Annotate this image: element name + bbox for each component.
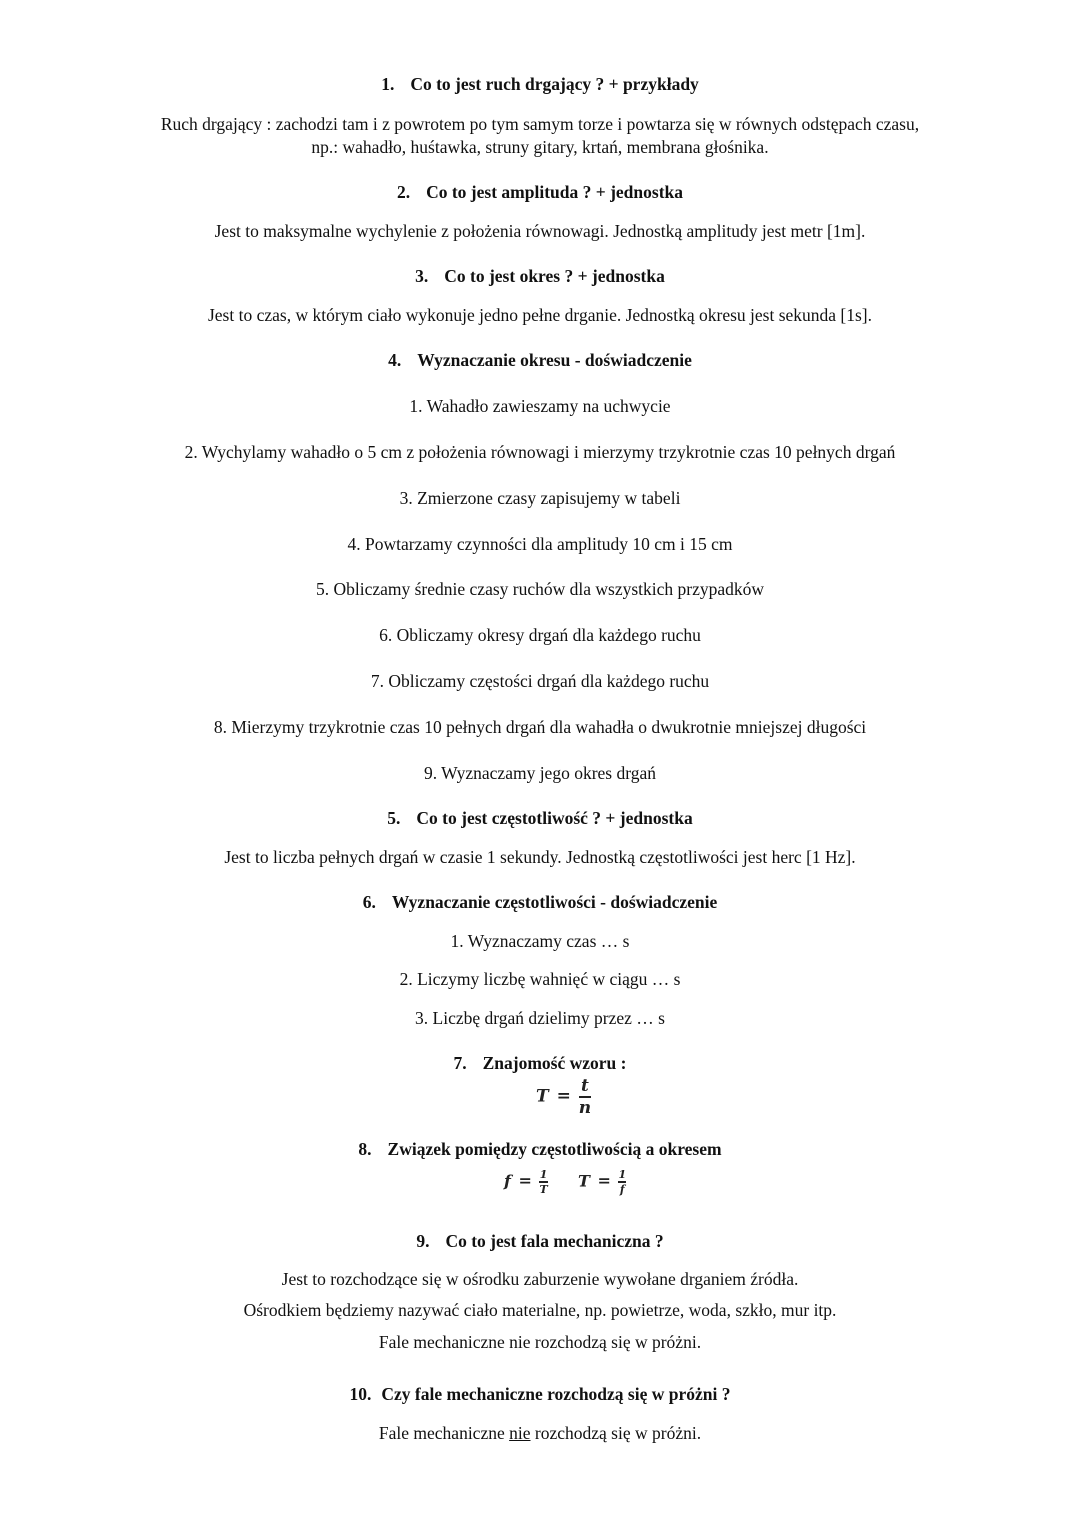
heading-number: 7. <box>453 1053 467 1073</box>
formula-frequency <box>504 1168 548 1196</box>
fraction-numerator: 1 <box>539 1168 548 1181</box>
formula-lhs: T <box>536 1086 549 1107</box>
heading-title: Co to jest fala mechaniczna ? <box>445 1231 664 1251</box>
heading-title: Wyznaczanie okresu - doświadczenie <box>417 350 692 370</box>
list-item: 8. Mierzymy trzykrotnie czas 10 pełnych drgań dla wahadła o dwukrotnie mniejszej długości <box>213 717 867 737</box>
heading-1 <box>0 73 1080 95</box>
formula-lhs: T <box>578 1171 590 1191</box>
heading-5 <box>0 807 1080 829</box>
paragraph: Ośrodkiem będziemy nazywać ciało materialne, np. powietrze, woda, szkło, mur itp. <box>243 1300 837 1320</box>
heading-title: Wyznaczanie częstotliwości - doświadczenie <box>391 892 718 912</box>
fraction <box>618 1168 626 1196</box>
fraction <box>579 1076 591 1118</box>
heading-8 <box>0 1138 1080 1160</box>
formula-eq: = <box>518 1171 532 1191</box>
list-item: 1. Wahadło zawieszamy na uchwycie <box>409 396 671 416</box>
fraction-denominator: n <box>578 1097 592 1118</box>
fraction <box>539 1168 547 1196</box>
underlined-word: nie <box>509 1423 531 1443</box>
heading-number: 9. <box>416 1231 430 1251</box>
heading-title: Co to jest ruch drgający ? + przykłady <box>410 74 699 94</box>
paragraph: Jest to czas, w którym ciało wykonuje jedno pełne drganie. Jednostką okresu jest sekunda [1s]. <box>207 305 873 325</box>
heading-title: Znajomość wzoru : <box>482 1053 627 1073</box>
list-item: 1. Wyznaczamy czas … s <box>450 931 630 951</box>
formula-lhs: f <box>504 1171 511 1191</box>
heading-title: Co to jest częstotliwość ? + jednostka <box>416 808 693 828</box>
heading-number: 1. <box>381 74 395 94</box>
heading-number: 10. <box>349 1384 372 1404</box>
heading-title: Związek pomiędzy częstotliwością a okresem <box>387 1139 722 1159</box>
heading-number: 6. <box>362 892 376 912</box>
paragraph: Ruch drgający : zachodzi tam i z powrotem po tym samym torze i powtarza się w równych odstępach czasu, <box>160 114 920 134</box>
heading-title: Czy fale mechaniczne rozchodzą się w próżni ? <box>381 1384 731 1404</box>
fraction-denominator: f <box>619 1182 625 1196</box>
list-item: 7. Obliczamy częstości drgań dla każdego ruchu <box>370 671 710 691</box>
heading-10 <box>0 1383 1080 1405</box>
list-item: 9. Wyznaczamy jego okres drgań <box>423 763 657 783</box>
answer-paragraph <box>0 1422 1080 1444</box>
paragraph: Fale mechaniczne nie rozchodzą się w próżni. <box>378 1332 702 1352</box>
answer-text: Fale mechaniczne <box>378 1423 510 1443</box>
paragraph: np.: wahadło, huśtawka, struny gitary, krtań, membrana głośnika. <box>311 137 769 157</box>
heading-9 <box>0 1230 1080 1252</box>
heading-7 <box>0 1052 1080 1074</box>
fraction-numerator: 1 <box>618 1168 627 1181</box>
fraction-numerator: t <box>581 1076 589 1096</box>
formula-eq: = <box>597 1171 611 1191</box>
heading-number: 5. <box>387 808 401 828</box>
fraction-denominator: T <box>539 1182 548 1196</box>
heading-number: 2. <box>396 182 411 202</box>
formula-eq: = <box>556 1086 571 1107</box>
list-item: 2. Wychylamy wahadło o 5 cm z położenia równowagi i mierzymy trzykrotnie czas 10 pełnych drgań <box>184 442 896 462</box>
heading-2 <box>0 181 1080 203</box>
paragraph: Jest to liczba pełnych drgań w czasie 1 sekundy. Jednostką częstotliwości jest herc [1 Hz]. <box>224 847 856 867</box>
heading-number: 4. <box>388 350 402 370</box>
heading-4 <box>0 349 1080 371</box>
paragraph: Jest to maksymalne wychylenie z położenia równowagi. Jednostką amplitudy jest metr [1m]. <box>214 221 866 241</box>
answer-text: rozchodzą się w próżni. <box>530 1423 702 1443</box>
list-item: 4. Powtarzamy czynności dla amplitudy 10 cm i 15 cm <box>347 534 733 554</box>
heading-title: Co to jest okres ? + jednostka <box>444 266 665 286</box>
heading-3 <box>0 265 1080 287</box>
list-item: 3. Zmierzone czasy zapisujemy w tabeli <box>399 488 681 508</box>
list-item: 3. Liczbę drgań dzielimy przez … s <box>415 1008 665 1028</box>
heading-number: 8. <box>358 1139 372 1159</box>
list-item: 6. Obliczamy okresy drgań dla każdego ruchu <box>379 625 701 645</box>
list-item: 5. Obliczamy średnie czasy ruchów dla wszystkich przypadków <box>315 579 765 599</box>
heading-6 <box>0 891 1080 913</box>
formula-period-from-frequency <box>578 1168 626 1196</box>
heading-number: 3. <box>415 266 429 286</box>
paragraph: Jest to rozchodzące się w ośrodku zaburzenie wywołane drganiem źródła. <box>281 1269 799 1289</box>
formula-period <box>536 1076 591 1118</box>
heading-title: Co to jest amplituda ? + jednostka <box>426 182 684 202</box>
list-item: 2. Liczymy liczbę wahnięć w ciągu … s <box>399 969 681 989</box>
